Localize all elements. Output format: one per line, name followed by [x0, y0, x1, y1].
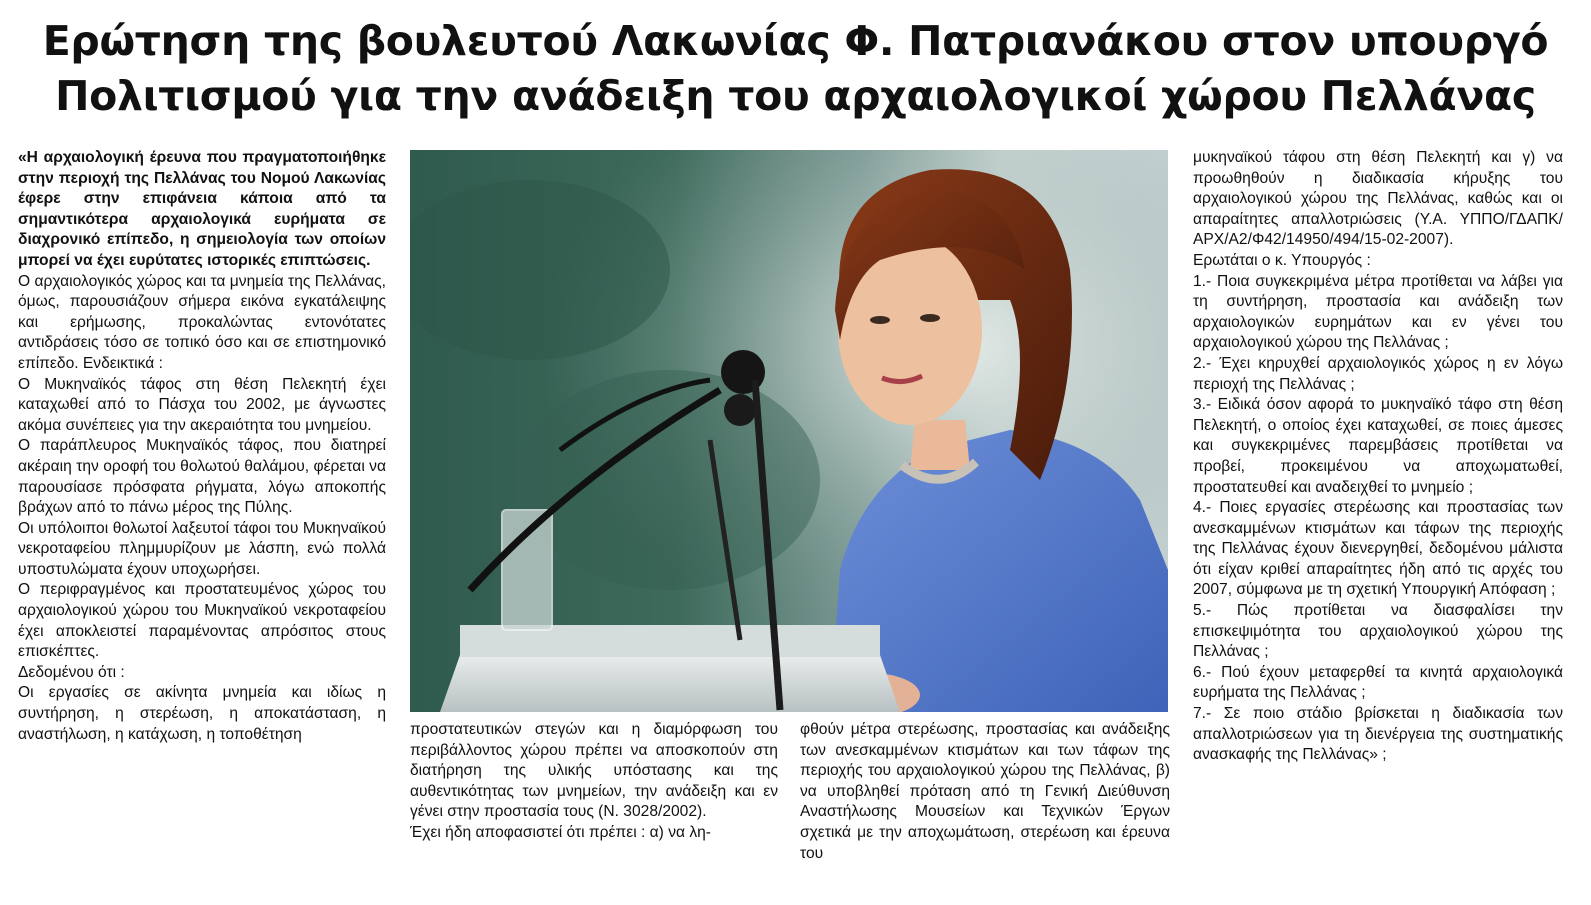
question-item: 2.- Έχει κηρυχθεί αρχαιολογικός χώρος η εν λόγω περιοχή της Πελλάνας ; — [1193, 354, 1563, 393]
article-paragraph: Οι εργασίες σε ακίνητα μνημεία και ιδίως η συντήρηση, η στερέωση, η αποκατάσταση, η αναστήλωση, η κατάχωση, η τοποθέτηση — [18, 684, 386, 743]
question-item: 6.- Πού έχουν μεταφερθεί τα κινητά αρχαιολογικά ευρήματα της Πελλάνας ; — [1193, 663, 1563, 702]
article-paragraph: μυκηναϊκού τάφου στη θέση Πελεκητή και γ) να προωθηθούν η διαδικασία κήρυξης του αρχαιολογικού χώρου της Πελλάνας, καθώς και οι απαραίτητες απαλλοτριώσεις (Υ.Α. ΥΠΠΟ/ΓΔΑΠΚ/ΑΡΧ/Α2/Φ42/14950/494/15-02-2007). — [1193, 149, 1563, 249]
question-item: 1.- Ποια συγκεκριμένα μέτρα προτίθεται να λάβει για τη συντήρηση, προστασία και ανάδειξη των αρχαιολογικών ευρημάτων και εν γένει του αρχαιολογικού χώρου της Πελλάνας ; — [1193, 272, 1563, 352]
article-paragraph: Ερωτάται ο κ. Υπουργός : — [1193, 251, 1371, 269]
article-paragraph: Ο παράπλευρος Μυκηναϊκός τάφος, που διατηρεί ακέραιη την οροφή του θολωτού θαλάμου, φέρεται να παρουσίασε πρόσφατα ρήγματα, λόγω αποκοπής βράχων από το πάνω μέρος της Πύλης. — [18, 437, 386, 517]
article-paragraph: Έχει ήδη αποφασιστεί ότι πρέπει : α) να λη- — [410, 823, 712, 841]
headline-line-2: Πολιτισμού για την ανάδειξη του αρχαιολογικοί χώρου Πελλάνας — [55, 72, 1536, 120]
question-item: 4.- Ποιες εργασίες στερέωσης και προστασίας των ανεσκαμμένων κτισμάτων και τάφων της περιοχής της Πελλάνας έχουν διενεργηθεί, δεδομένου μάλιστα ότι είχαν κριθεί απαραίτητες ήδη από τις αρχές του 2007, σύμφωνα με τη σχετική Υπουργική Απόφαση ; — [1193, 499, 1563, 599]
article-lead-paragraph: «Η αρχαιολογική έρευνα που πραγματοποιήθηκε στην περιοχή της Πελλάνας του Νομού Λακωνίας έφερε στην επιφάνεια κάποια από τα σημαντικότερα αρχαιολογικά ευρήματα σε διαχρονικό επίπεδο, η σημειολογία των οποίων μπορεί να έχει ευρύτατες ιστορικές επιπτώσεις. — [18, 149, 386, 269]
article-paragraph: προστατευτικών στεγών και η διαμόρφωση του περιβάλλοντος χώρου πρέπει να αποσκοπούν στη διατήρηση της υλικής υπόστασης και της αυθεντικότητας των μνημείων, την ανάδειξη και εν γένει στην προστασία τους (Ν. 3028/2002). — [410, 721, 778, 821]
article-column-2b — [800, 720, 1170, 890]
article-paragraph: Ο περιφραγμένος και προστατευμένος χώρος του αρχαιολογικού χώρου του Μυκηναϊκού νεκροταφείου έχει αποκλειστεί παραμένοντας απρόσιτος στους επισκέπτες. — [18, 581, 386, 661]
article-column-3 — [1193, 148, 1563, 888]
article-paragraph: Δεδομένου ότι : — [18, 663, 125, 681]
article-paragraph: Ο αρχαιολογικός χώρος και τα μνημεία της Πελλάνας, όμως, παρουσιάζουν σήμερα εικόνα εγκατάλειψης και ερήμωσης, προκαλώντας εντονότατες αντιδράσεις τόσο σε τοπικό όσο και σε επιστημονικό επίπεδο. Ενδεικτικά : — [18, 272, 386, 372]
article-headline — [0, 14, 1591, 124]
question-item: 3.- Ειδικά όσον αφορά το μυκηναϊκό τάφο στη θέση Πελεκητή, ο οποίος έχει καταχωθεί, σε ποιες άμεσες και συγκεκριμένες παρεμβάσεις προτίθεται να προβεί, προκειμένου να αποχωματωθεί, προστατευθεί και αναδειχθεί το μνημείο ; — [1193, 396, 1563, 496]
headline-line-1: Ερώτηση της βουλευτού Λακωνίας Φ. Πατριανάκου στον υπουργό — [42, 17, 1549, 65]
article-column-2a — [410, 720, 778, 890]
article-paragraph: Ο Μυκηναϊκός τάφος στη θέση Πελεκητή έχει καταχωθεί από το Πάσχα του 2002, με άγνωστες ακόμα συνέπειες για την ακεραιότητα του μνημείου. — [18, 375, 386, 434]
article-paragraph: φθούν μέτρα στερέωσης, προστασίας και ανάδειξης των ανεσκαμμένων κτισμάτων και των τάφων της περιοχής του αρχαιολογικού χώρου της Πελλάνας, β) να υποβληθεί πρόταση από τη Γενική Διεύθυνση Αναστήλωσης Μουσείων και Τεχνικών Έργων σχετικά με την αποχωμάτωση, στερέωση και έρευνα του — [800, 721, 1170, 862]
question-item: 7.- Σε ποιο στάδιο βρίσκεται η διαδικασία των απαλλοτριώσεων για τη διενέργεια της συστηματικής ανασκαφής της Πελλάνας» ; — [1193, 705, 1563, 764]
question-item: 5.- Πώς προτίθεται να διασφαλίσει την επισκεψιμότητα του αρχαιολογικού χώρου της Πελλάνας ; — [1193, 602, 1563, 661]
article-column-1 — [18, 148, 386, 888]
article-paragraph: Οι υπόλοιποι θολωτοί λαξευτοί τάφοι του Μυκηναϊκού νεκροταφείου πλημμυρίζουν με λάσπη, ενώ πολλά υποστυλώματα έχουν υποχωρήσει. — [18, 519, 386, 578]
speaker-at-podium-photo — [410, 150, 1168, 712]
article-photo — [410, 150, 1168, 712]
